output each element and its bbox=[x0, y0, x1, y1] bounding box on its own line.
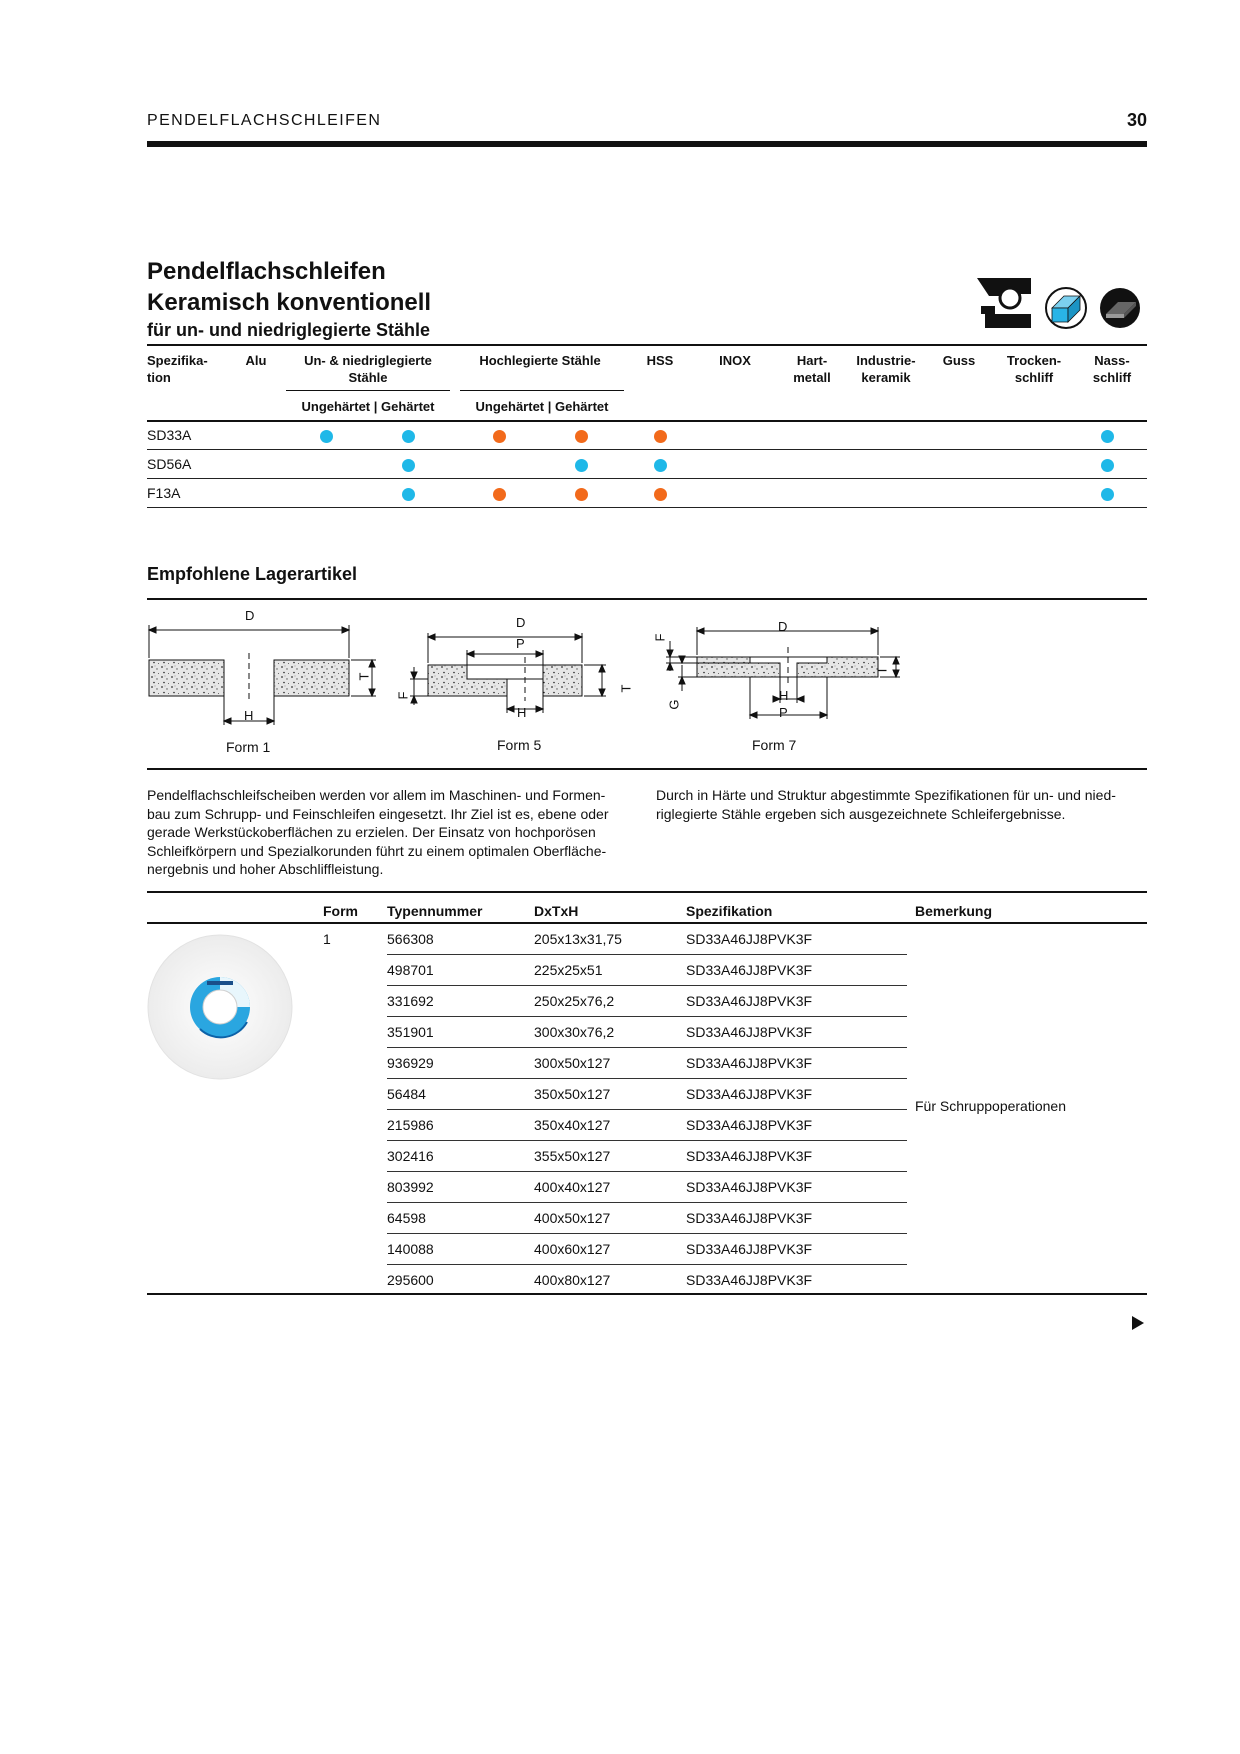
table-top-rule bbox=[147, 891, 1147, 893]
sub-rule-hoch bbox=[460, 390, 624, 391]
matrix-row-rule bbox=[147, 478, 1147, 479]
form5-label-t: T bbox=[618, 684, 634, 693]
matrix-sub-un: Ungehärtet | Gehärtet bbox=[301, 399, 435, 414]
matrix-dot-orange bbox=[654, 430, 667, 443]
matrix-header-hartmetall: Hart- metall bbox=[793, 353, 831, 385]
table-cell-typ: 331692 bbox=[387, 993, 434, 1009]
form5-label-d: D bbox=[516, 615, 526, 630]
form7-label-h: H bbox=[779, 688, 789, 703]
lager-bottom-rule bbox=[147, 768, 1147, 770]
section-title: PENDELFLACHSCHLEIFEN bbox=[147, 112, 382, 129]
page-title bbox=[147, 256, 431, 318]
table-cell-dim: 250x25x76,2 bbox=[534, 993, 615, 1009]
matrix-header-inox: INOX bbox=[719, 353, 751, 368]
form7-label-f: F bbox=[652, 633, 668, 642]
matrix-header-hss: HSS bbox=[646, 353, 674, 368]
form-diagrams bbox=[140, 605, 1150, 765]
table-header-dim: DxTxH bbox=[534, 903, 579, 919]
table-cell-dim: 350x40x127 bbox=[534, 1117, 611, 1133]
grinding-wheel-photo bbox=[147, 934, 293, 1080]
description-right: Durch in Härte und Struktur abgestimmte Spezifikationen für un- und nied- riglegierte Stähle ergeben sich ausgezeichnete Schleifergebnisse. bbox=[656, 787, 1116, 822]
form5-label-f: F bbox=[395, 691, 411, 700]
table-cell-dim: 400x60x127 bbox=[534, 1241, 611, 1257]
table-cell-typ: 803992 bbox=[387, 1179, 434, 1195]
form1-label-d: D bbox=[245, 608, 255, 623]
form5-label-p: P bbox=[516, 636, 525, 651]
matrix-header-industriekeramik: Industrie- keramik bbox=[856, 353, 916, 385]
matrix-header-hochlegiert: Hochlegierte Stähle bbox=[479, 353, 601, 368]
form5-wheel bbox=[428, 665, 582, 696]
header-rule bbox=[147, 141, 1147, 147]
matrix-top-rule bbox=[147, 344, 1147, 346]
table-cell-typ: 566308 bbox=[387, 931, 434, 947]
table-row-rule bbox=[387, 1047, 907, 1048]
table-bottom-rule bbox=[147, 1293, 1147, 1295]
form7-label-d: D bbox=[778, 619, 788, 634]
table-cell-dim: 400x80x127 bbox=[534, 1272, 611, 1288]
matrix-row-spec: F13A bbox=[147, 485, 181, 501]
table-row-rule bbox=[387, 1109, 907, 1110]
table-cell-dim: 205x13x31,75 bbox=[534, 931, 622, 947]
table-cell-dim: 355x50x127 bbox=[534, 1148, 611, 1164]
table-cell-spec: SD33A46JJ8PVK3F bbox=[686, 1055, 813, 1071]
matrix-dot-orange bbox=[654, 488, 667, 501]
title-line-2: Keramisch konventionell bbox=[147, 289, 432, 316]
table-header-form: Form bbox=[323, 903, 358, 919]
description-left: Pendelflachschleifscheiben werden vor allem im Maschinen- und Formen- bau zum Schrupp- und Feinschleifen eingesetzt. Ihr Ziel ist es, ebene oder gerade Werkstückoberflächen zu erzielen. Der Einsatz von hochporösen Schleifkörpern und Spezialkorunden führt zu einem optimalen Oberfläche- nergebnis und hoher Abschliffleistung. bbox=[147, 787, 609, 877]
matrix-dot-orange bbox=[575, 488, 588, 501]
table-cell-dim: 400x50x127 bbox=[534, 1210, 611, 1226]
matrix-dot-orange bbox=[493, 430, 506, 443]
lager-top-rule bbox=[147, 598, 1147, 600]
table-cell-dim: 400x40x127 bbox=[534, 1179, 611, 1195]
page-number: 30 bbox=[1126, 110, 1147, 130]
form1-label-t: T bbox=[356, 672, 372, 681]
table-header-rule bbox=[147, 922, 1147, 924]
table-cell-typ: 295600 bbox=[387, 1272, 434, 1288]
table-remark: Für Schruppoperationen bbox=[915, 1098, 1066, 1114]
sub-rule-un bbox=[286, 390, 450, 391]
matrix-dot-blue bbox=[402, 488, 415, 501]
table-cell-spec: SD33A46JJ8PVK3F bbox=[686, 1117, 813, 1133]
table-cell-spec: SD33A46JJ8PVK3F bbox=[686, 1272, 813, 1288]
page-subtitle: für un- und niedriglegierte Stähle bbox=[147, 320, 431, 340]
matrix-dot-orange bbox=[575, 430, 588, 443]
form1-label: Form 1 bbox=[226, 739, 271, 755]
table-row-rule bbox=[387, 985, 907, 986]
form1-wheel-left bbox=[149, 660, 224, 696]
grinding-wheel-icon bbox=[1098, 286, 1142, 330]
form7-label-g: G bbox=[666, 699, 682, 710]
table-cell-spec: SD33A46JJ8PVK3F bbox=[686, 962, 813, 978]
table-cell-spec: SD33A46JJ8PVK3F bbox=[686, 1241, 813, 1257]
table-row-rule bbox=[387, 1140, 907, 1141]
table-cell-spec: SD33A46JJ8PVK3F bbox=[686, 993, 813, 1009]
table-row-rule bbox=[387, 1233, 907, 1234]
table-cell-dim: 300x30x76,2 bbox=[534, 1024, 615, 1040]
matrix-dot-blue bbox=[1101, 430, 1114, 443]
table-cell-spec: SD33A46JJ8PVK3F bbox=[686, 1148, 813, 1164]
table-cell-typ: 64598 bbox=[387, 1210, 426, 1226]
matrix-dot-blue bbox=[320, 430, 333, 443]
form7-label-p: P bbox=[779, 705, 788, 720]
matrix-row-rule bbox=[147, 449, 1147, 450]
matrix-header-alu: Alu bbox=[245, 353, 267, 368]
table-header-typ: Typennummer bbox=[387, 903, 483, 919]
table-cell-typ: 936929 bbox=[387, 1055, 434, 1071]
matrix-dot-blue bbox=[402, 459, 415, 472]
matrix-bottom-rule bbox=[147, 507, 1147, 508]
table-cell-dim: 225x25x51 bbox=[534, 962, 603, 978]
table-cell-spec: SD33A46JJ8PVK3F bbox=[686, 1024, 813, 1040]
matrix-header-rule bbox=[147, 420, 1147, 422]
steel-profile-icon bbox=[1044, 286, 1088, 330]
grinding-machine-icon bbox=[975, 276, 1035, 332]
table-cell-typ: 215986 bbox=[387, 1117, 434, 1133]
table-form-value: 1 bbox=[323, 931, 331, 947]
table-cell-typ: 351901 bbox=[387, 1024, 434, 1040]
form7-label-t: T bbox=[874, 666, 890, 675]
table-cell-typ: 302416 bbox=[387, 1148, 434, 1164]
title-line-1: Pendelflachschleifen bbox=[147, 258, 386, 285]
matrix-header-nass: Nass- schliff bbox=[1092, 353, 1132, 385]
matrix-sub-hoch: Ungehärtet | Gehärtet bbox=[475, 399, 609, 414]
table-header-spec: Spezifikation bbox=[686, 903, 773, 919]
matrix-dot-blue bbox=[654, 459, 667, 472]
table-row-rule bbox=[387, 1264, 907, 1265]
table-row-rule bbox=[387, 1016, 907, 1017]
form5-label: Form 5 bbox=[497, 737, 542, 753]
lager-title: Empfohlene Lagerartikel bbox=[147, 564, 358, 584]
table-cell-spec: SD33A46JJ8PVK3F bbox=[686, 1210, 813, 1226]
matrix-dot-blue bbox=[1101, 488, 1114, 501]
form1-label-h: H bbox=[244, 708, 254, 723]
matrix-dot-blue bbox=[575, 459, 588, 472]
table-cell-spec: SD33A46JJ8PVK3F bbox=[686, 1179, 813, 1195]
table-row-rule bbox=[387, 1202, 907, 1203]
matrix-dot-blue bbox=[1101, 459, 1114, 472]
matrix-dot-orange bbox=[493, 488, 506, 501]
matrix-row-spec: SD33A bbox=[147, 427, 192, 443]
form5-label-h: H bbox=[517, 705, 527, 720]
matrix-header-trocken: Trocken- schliff bbox=[1006, 353, 1062, 385]
table-cell-typ: 140088 bbox=[387, 1241, 434, 1257]
form7-label: Form 7 bbox=[752, 737, 797, 753]
matrix-header-spec: Spezifika- tion bbox=[147, 353, 208, 385]
matrix-row-spec: SD56A bbox=[147, 456, 192, 472]
table-cell-dim: 300x50x127 bbox=[534, 1055, 611, 1071]
matrix-dot-blue bbox=[402, 430, 415, 443]
table-header-bemerkung: Bemerkung bbox=[915, 903, 993, 919]
table-row-rule bbox=[387, 954, 907, 955]
table-cell-typ: 56484 bbox=[387, 1086, 426, 1102]
form1-wheel-right bbox=[274, 660, 349, 696]
table-cell-spec: SD33A46JJ8PVK3F bbox=[686, 931, 813, 947]
table-cell-spec: SD33A46JJ8PVK3F bbox=[686, 1086, 813, 1102]
matrix-header-guss: Guss bbox=[942, 353, 976, 368]
table-cell-dim: 350x50x127 bbox=[534, 1086, 611, 1102]
matrix-header-un-niedrig: Un- & niedriglegierte Stähle bbox=[304, 353, 432, 385]
table-row-rule bbox=[387, 1171, 907, 1172]
table-cell-typ: 498701 bbox=[387, 962, 434, 978]
next-page-arrow-icon[interactable] bbox=[1132, 1316, 1144, 1330]
table-row-rule bbox=[387, 1078, 907, 1079]
